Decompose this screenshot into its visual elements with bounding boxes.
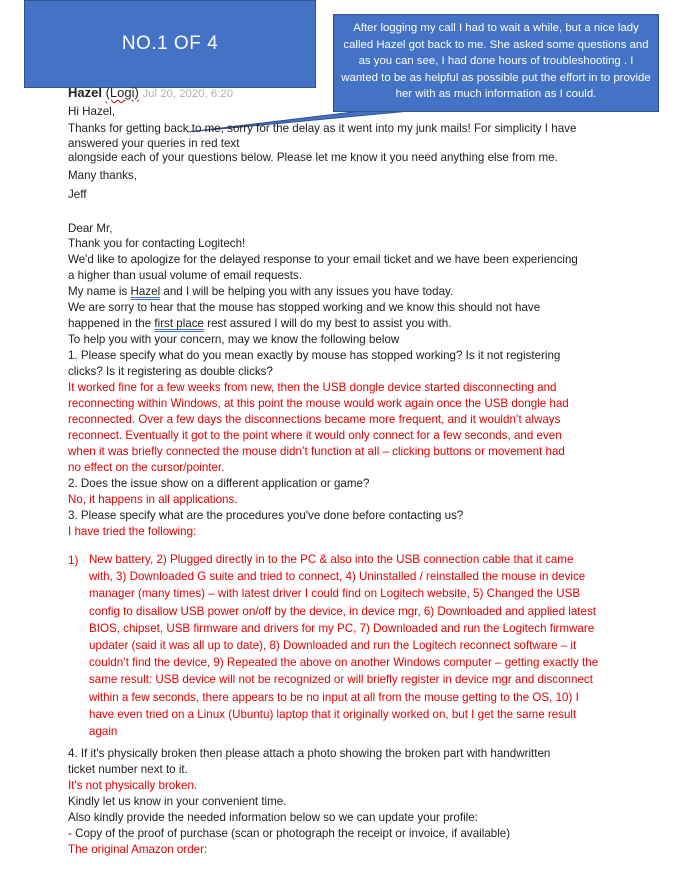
answer-1-line: no effect on the cursor/pointer.	[68, 461, 225, 474]
email-p4b-post: rest assured I will do my best to assist you with.	[204, 317, 452, 330]
agent-name: Hazel	[130, 285, 161, 298]
page-number-label: NO.1 OF 4	[121, 33, 219, 54]
question-2: 2. Does the issue show on a different application or game?	[68, 477, 370, 490]
email-p6: Kindly let us know in your convenient time.	[68, 795, 287, 808]
question-3: 3. Please specify what are the procedures you've done before contacting us?	[68, 509, 464, 522]
message-date: Jul 20, 2020, 6:20	[142, 88, 234, 100]
answer-4: It's not physically broken.	[68, 779, 198, 792]
email-p3	[68, 284, 453, 299]
reply-greeting: Hi Hazel,	[68, 105, 116, 118]
email-p4b-pre: happened in the	[68, 317, 155, 330]
email-p4a: We are sorry to hear that the mouse has stopped working and we know this should not have	[68, 301, 541, 314]
email-p5: To help you with your concern, may we know the following below	[68, 333, 400, 346]
email-p2a: We'd like to apologize for the delayed response to your email ticket and we have been experiencing	[68, 253, 578, 266]
sender-org: (Logi)	[105, 85, 139, 100]
answer-1-line: when it was briefly connected the mouse didn’t function at all – clicking buttons or movement had	[68, 445, 565, 458]
answer-1-line: reconnecting within Windows, at this point the mouse would work again once the USB dongle had	[68, 397, 569, 410]
annotation-callout	[333, 14, 659, 112]
answer-1-line: It worked fine for a few weeks from new, then the USB dongle device started disconnecting and	[68, 381, 557, 394]
callout-text: After logging my call I had to wait a while, but a nice lady called Hazel got back to me. She asked some questions and as you can see, I had done hours of troubleshooting . I wanted to be as helpful as possible put the effort in to provide her with as much information as I could.	[341, 22, 651, 100]
question-4b: ticket number next to it.	[68, 763, 188, 776]
email-salutation: Dear Mr,	[68, 222, 113, 235]
reply-line-2: answered your queries in red text	[68, 137, 240, 150]
email-p3-post: and I will be helping you with any issues you have today.	[160, 285, 454, 298]
question-1a: 1. Please specify what do you mean exactly by mouse has stopped working? Is it not registering	[68, 349, 561, 362]
reply-signature: Jeff	[68, 188, 87, 201]
message-header	[68, 85, 233, 100]
question-1b: clicks? Is it registering as double clicks?	[68, 365, 273, 378]
answer-2: No, it happens in all applications.	[68, 493, 238, 506]
page-number-box	[24, 0, 316, 88]
email-p4b	[68, 316, 451, 331]
email-p1: Thank you for contacting Logitech!	[68, 237, 246, 250]
answer-1-line: reconnect. Eventually it got to the point where it would only connect for a few seconds, and even	[68, 429, 562, 442]
email-p8: - Copy of the proof of purchase (scan or photograph the receipt or invoice, if available)	[68, 827, 511, 840]
answer-3-list: New battery, 2) Plugged directly in to the PC & also into the USB connection cable that it came with, 3) Downloaded G suite and tried to connect, 4) Uninstalled / reinstalled the mouse in device manager (many times) – with latest driver I could find on Logitech website, 5) Changed the USB config to disallow USB power on/off by the device, in device mgr, 6) Downloaded and applied latest BIOS, chipset, USB firmware and drivers for my PC, 7) Downloaded and run the Logitech firmware updater (said it was all up to date), 8) Downloaded and run the Logitech reconnect software – it couldn’t find the device, 9) Repeated the above on another Windows computer – getting exactly the same result: USB device will not be recognized or will briefly register in device mgr and disconnect within a few seconds, there appears to be no input at all from the mouse getting to the OS, 10) I have even tried on a Linux (Ubuntu) laptop that it originally worked on, but I get the same result again	[89, 553, 599, 739]
reply-signoff: Many thanks,	[68, 169, 137, 182]
reply-line-1: Thanks for getting back to me, sorry for the delay as it went into my junk mails! For simplicity I have	[68, 122, 577, 135]
answer-1-line: reconnected. Over a few days the disconnections became more frequent, and it wouldn’t always	[68, 413, 561, 426]
question-4a: 4. If it's physically broken then please attach a photo showing the broken part with handwritten	[68, 747, 551, 760]
reply-line-3: alongside each of your questions below. Please let me know it you need anything else from me.	[68, 151, 558, 164]
email-p3-pre: My name is	[68, 285, 131, 298]
email-p4b-phrase: first place	[154, 317, 205, 330]
email-p7: Also kindly provide the needed information below so we can update your profile:	[68, 811, 478, 824]
sender-name: Hazel	[68, 85, 102, 100]
email-p2b: a higher than usual volume of email requests.	[68, 269, 302, 282]
answer-3-intro: I have tried the following:	[68, 525, 197, 538]
answer-3-list-number: 1)	[68, 554, 79, 567]
answer-5: The original Amazon order:	[68, 843, 208, 856]
